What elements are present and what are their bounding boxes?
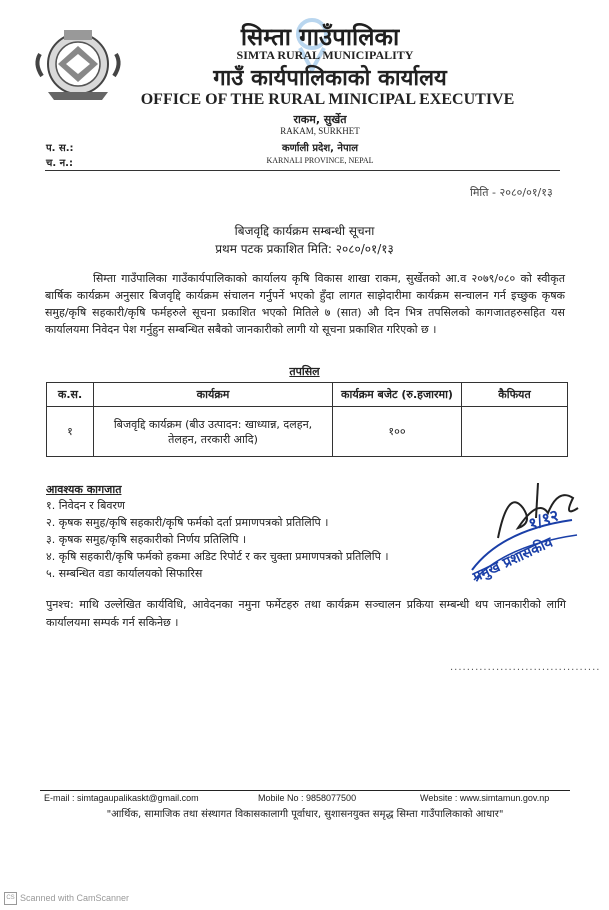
notice-body: सिम्ता गाउँपालिका गाउँकार्यपालिकाको कार्यालय कृषि विकास शाखा राकम, सुर्खेतको आ.व २०७९/०८० को स्वीकृत बार्षिक कार्यक्रम अनुसार बिजवृद्दि कार्यक्रम संचालन गर्नुपर्ने भएको हुँदा लागत साझेदारीमा कार्यक्रम सन्चालन गर्न इच्छुक कृषक समुह/कृषि सहकारी/कृषि फर्महरुले सूचना प्रकाशित भएको मितिले ७ (सात) औ दिन भित्र तपसिलको कागजातहरुसहित यस कार्यालयमा निवेदन पेश गर्नुहुन सम्बन्धित सबैको जानकारीको लागी यो सूचना प्रकाशित गरिएको छ । — [45, 272, 565, 336]
address-english: RAKAM, SURKHET — [280, 126, 360, 136]
list-item: २. कृषक समुह/कृषि सहकारी/कृषि फर्मको दर्ता प्रमाणपत्रको प्रतिलिपि । — [46, 516, 329, 529]
header-remarks: कैफियत — [462, 383, 568, 407]
cell-program: बिजवृद्दि कार्यक्रम (बीउ उत्पादन: खाध्यान्न, दलहन, तेलहन, तरकारी आदि) — [94, 407, 333, 457]
footer-divider — [40, 790, 570, 791]
emblem-logo — [30, 24, 128, 106]
cell-serial: १ — [47, 407, 94, 457]
table-header-row — [47, 383, 568, 407]
list-item: ५. सम्बन्धित वडा कार्यालयको सिफारिस — [46, 567, 203, 580]
province-nepali: कर्णाली प्रदेश, नेपाल — [281, 143, 359, 154]
footer-website: Website : www.simtamun.gov.np — [420, 793, 550, 803]
program-table — [46, 382, 568, 457]
municipality-title-nepali: सिम्ता गाउँपालिका — [240, 22, 400, 51]
table-row — [47, 407, 568, 457]
footer-slogan: "आर्थिक, सामाजिक तथा संस्थागत विकासकालागी पूर्वाधार, सुशासनयुक्त समृद्ध सिम्ता गाउँपालिकाको आधार" — [106, 809, 504, 820]
dispatch-number-label: च. न.: — [46, 158, 73, 169]
address-nepali: राकम, सुर्खेत — [293, 113, 347, 126]
official-stamp — [462, 510, 582, 585]
scanner-label: Scanned with CamScanner — [20, 892, 130, 903]
office-title-nepali: गाउँ कार्यपालिकाको कार्यालय — [213, 65, 447, 91]
schedule-heading: तपसिल — [289, 365, 320, 378]
letter-number-label: प. स.: — [46, 143, 74, 154]
cell-budget: १०० — [333, 407, 462, 457]
header-budget: कार्यक्रम बजेट (रु.हजारमा) — [333, 383, 462, 407]
list-item: १. निवेदन र बिवरण — [46, 499, 125, 512]
stamp-signature-date: १/१२ — [525, 505, 562, 534]
stamp-role: प्रमुख प्रशासकीय — [470, 534, 556, 586]
province-english: KARNALI PROVINCE, NEPAL — [266, 156, 374, 165]
header-serial: क.स. — [47, 383, 94, 407]
footer-email: E-mail : simtagaupalikaskt@gmail.com — [44, 793, 199, 803]
scanner-watermark — [4, 892, 129, 905]
documents-heading: आवश्यक कागजात — [46, 483, 122, 496]
notice-subject: बिजवृद्दि कार्यक्रम सम्बन्धी सूचना — [234, 224, 375, 238]
cell-remarks — [462, 407, 568, 457]
municipality-title-english: SIMTA RURAL MUNICIPALITY — [236, 48, 414, 62]
camscanner-icon: CS — [4, 892, 17, 905]
footer-mobile: Mobile No : 9858077500 — [258, 793, 357, 803]
document-date: मिति - २०८०/०१/१३ — [470, 186, 553, 199]
header-divider — [45, 170, 560, 171]
list-item: ४. कृषि सहकारी/कृषि फर्मको हकमा अडिट रिपोर्ट र कर चुक्ता प्रमाणपत्रको प्रतिलिपि । — [46, 550, 389, 563]
postscript-note: पुनश्च: माथि उल्लेखित कार्यविधि, आवेदनका नमुना फर्मेटहरु तथा कार्यक्रम सञ्चालन प्रकिया सम्बन्धी थप जानकारीको लागि कार्यालयमा सम्पर्क गर्न सकिनेछ । — [46, 598, 566, 629]
signature-line: .................................... — [450, 662, 601, 673]
header-program: कार्यक्रम — [94, 383, 333, 407]
notice-published-date: प्रथम पटक प्रकाशित मिति: २०८०/०१/१३ — [215, 242, 394, 256]
list-item: ३. कृषक समुह/कृषि सहकारीको निर्णय प्रतिलिपि । — [46, 533, 247, 546]
office-title-english: OFFICE OF THE RURAL MINICIPAL EXECUTIVE — [140, 91, 515, 108]
